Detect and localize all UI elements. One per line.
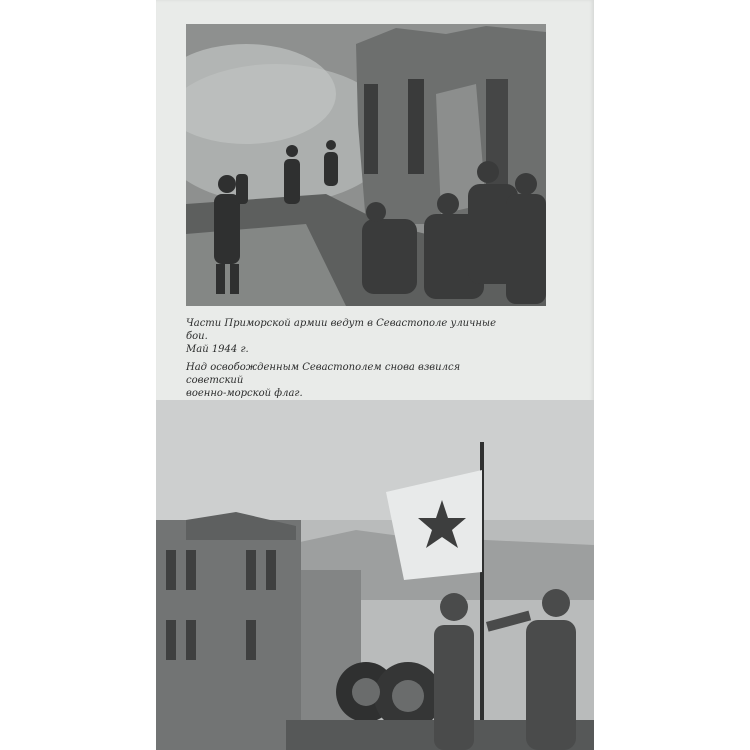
bottom-caption-line2: военно-морской флаг. <box>186 388 303 399</box>
top-photo-caption <box>186 317 516 356</box>
bottom-caption-line1: Над освобожденным Севастополем снова взвился советский <box>186 362 461 386</box>
top-caption-line2: Май 1944 г. <box>186 344 249 355</box>
street-battle-photo <box>186 24 546 306</box>
top-caption-line1: Части Приморской армии ведут в Севастополе уличные бои. <box>186 318 496 342</box>
flag-raising-photo <box>156 400 594 750</box>
bottom-photo-caption <box>186 361 516 400</box>
